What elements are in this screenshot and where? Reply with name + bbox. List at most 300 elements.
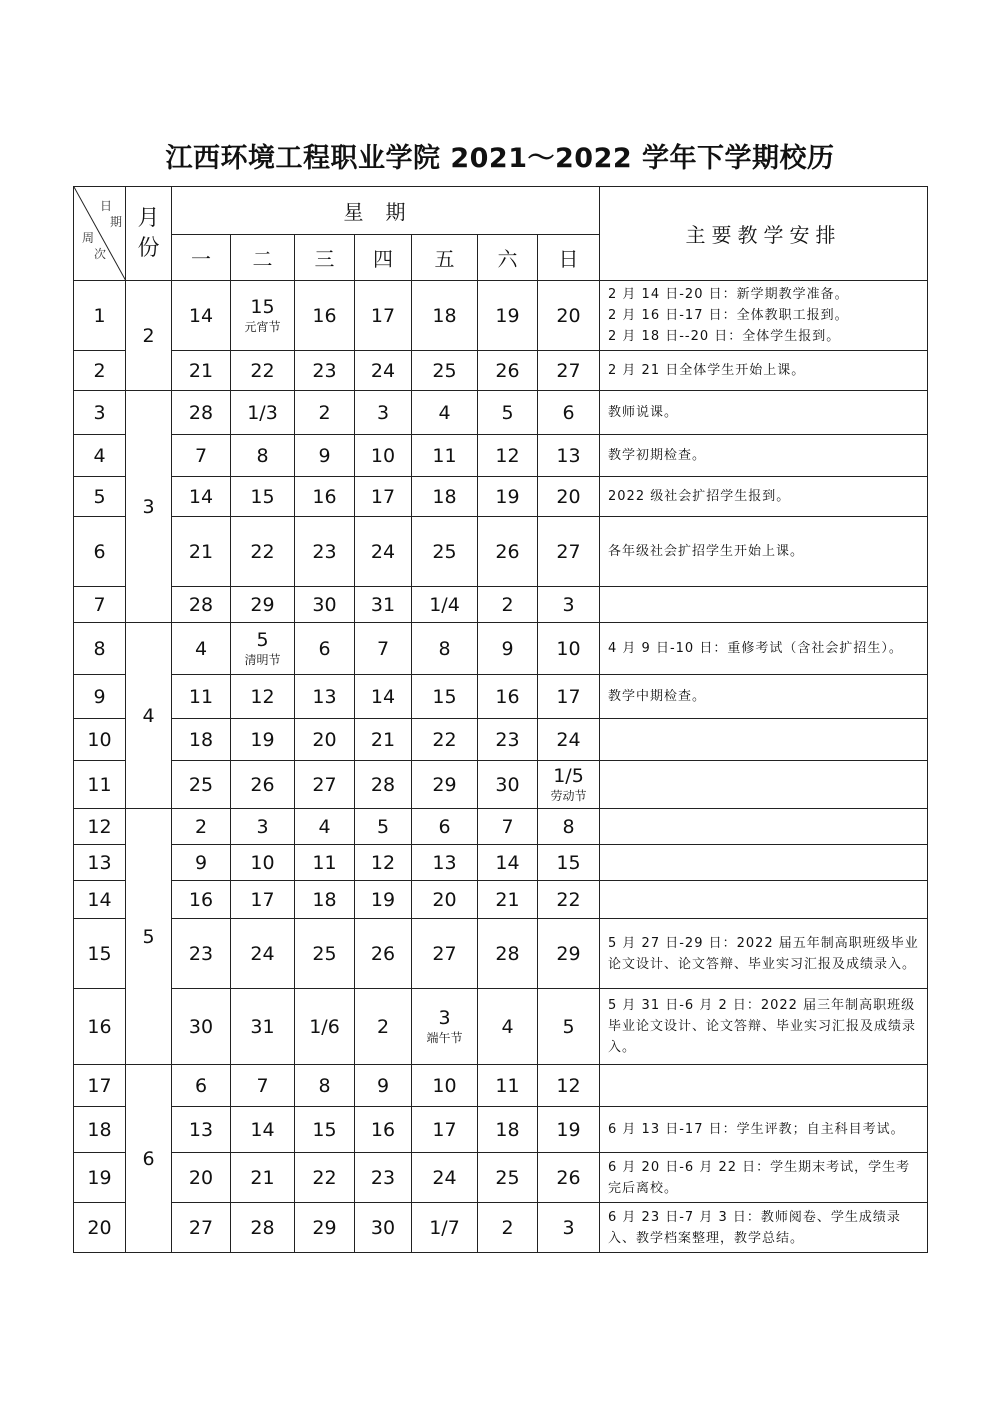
day-cell	[172, 623, 231, 675]
day-number: 21	[495, 888, 520, 911]
week-row	[74, 435, 928, 477]
day-number: 22	[312, 1166, 337, 1189]
week-row	[74, 351, 928, 391]
arrangement-line: 2 月 16 日-17 日：全体教职工报到。	[608, 308, 849, 323]
arrangement-line: 6 月 23 日-7 月 3 日：教师阅卷、学生成绩录入、教学档案整理，教学总结。	[608, 1209, 901, 1246]
day-cell	[355, 1107, 412, 1153]
week-row	[74, 845, 928, 881]
day-cell	[172, 761, 231, 809]
day-cell	[538, 1203, 600, 1253]
page-title: 江西环境工程职业学院 2021～2022 学年下学期校历	[165, 143, 835, 174]
arrangement-line: 教师说课。	[608, 405, 679, 420]
day-number: 20	[556, 304, 581, 327]
day-cell	[412, 1203, 478, 1253]
day-number: 27	[556, 540, 581, 563]
day-cell	[478, 1065, 538, 1107]
day-number: 1/7	[429, 1216, 460, 1239]
day-number: 15	[250, 485, 275, 508]
day-cell	[355, 989, 412, 1065]
day-cell	[412, 1065, 478, 1107]
day-number: 3	[376, 401, 390, 424]
day-number: 3	[256, 815, 269, 838]
day-number: 25	[432, 359, 457, 382]
day-number: 26	[495, 359, 520, 382]
day-cell	[231, 809, 295, 845]
day-number: 11	[312, 851, 337, 874]
day-cell	[231, 1107, 295, 1153]
day-number: 29	[312, 1216, 337, 1239]
day-cell	[355, 391, 412, 435]
week-row	[74, 881, 928, 919]
day-cell	[355, 675, 412, 719]
day-number: 10	[432, 1074, 457, 1097]
week-row	[74, 477, 928, 517]
week-number: 8	[74, 623, 126, 675]
day-number: 18	[432, 304, 457, 327]
day-number: 12	[495, 444, 520, 467]
day-number: 14	[188, 485, 214, 508]
day-cell	[295, 1203, 355, 1253]
day-number: 28	[495, 942, 520, 965]
teaching-arrangement	[600, 477, 928, 517]
week-number: 13	[74, 845, 126, 881]
day-number: 17	[250, 888, 275, 911]
day-cell	[172, 675, 231, 719]
day-number: 28	[370, 773, 396, 796]
day-cell	[295, 1107, 355, 1153]
day-cell	[231, 391, 295, 435]
week-row	[74, 919, 928, 989]
day-cell	[412, 281, 478, 351]
teaching-arrangement	[600, 845, 928, 881]
day-number: 30	[370, 1216, 396, 1239]
day-number: 18	[312, 888, 337, 911]
day-number: 25	[495, 1166, 520, 1189]
week-row	[74, 719, 928, 761]
holiday-label: 端午节	[426, 1030, 463, 1045]
day-cell	[412, 391, 478, 435]
day-cell	[538, 919, 600, 989]
week-row	[74, 989, 928, 1065]
day-cell	[295, 989, 355, 1065]
day-number: 1/5	[553, 764, 584, 787]
day-cell	[412, 1153, 478, 1203]
week-number: 2	[74, 351, 126, 391]
day-cell	[538, 719, 600, 761]
day-cell	[412, 919, 478, 989]
arrangement-line: 教学中期检查。	[608, 689, 707, 704]
arrangement-line: 6 月 20 日-6 月 22 日：学生期末考试，学生考完后离校。	[608, 1159, 911, 1196]
day-number: 30	[495, 773, 520, 796]
day-number: 1/6	[309, 1015, 340, 1038]
day-number: 17	[370, 485, 396, 508]
teaching-arrangement	[600, 517, 928, 587]
day-cell	[412, 477, 478, 517]
day-number: 14	[188, 304, 214, 327]
day-cell	[412, 719, 478, 761]
corner-diagonal-header	[74, 187, 126, 281]
day-number: 21	[250, 1166, 275, 1189]
day-cell	[231, 1065, 295, 1107]
day-cell	[172, 881, 231, 919]
day-cell	[172, 1153, 231, 1203]
day-number: 24	[432, 1166, 457, 1189]
day-cell	[355, 351, 412, 391]
day-number: 2	[318, 401, 331, 424]
weekday-header: 三	[295, 235, 355, 281]
week-number: 5	[74, 477, 126, 517]
day-cell	[478, 881, 538, 919]
day-cell	[231, 719, 295, 761]
day-number: 17	[556, 685, 581, 708]
day-cell	[231, 517, 295, 587]
day-number: 19	[495, 304, 520, 327]
day-cell	[355, 1153, 412, 1203]
day-number: 12	[556, 1074, 581, 1097]
arrangement-line: 教学初期检查。	[608, 448, 707, 463]
day-cell	[355, 281, 412, 351]
day-number: 14	[250, 1118, 275, 1141]
day-number: 22	[250, 540, 275, 563]
day-cell	[538, 881, 600, 919]
day-number: 8	[562, 815, 575, 838]
day-cell	[355, 517, 412, 587]
day-number: 17	[432, 1118, 457, 1141]
day-number: 5	[562, 1015, 575, 1038]
day-number: 29	[556, 942, 581, 965]
day-number: 28	[250, 1216, 275, 1239]
day-cell	[538, 587, 600, 623]
day-cell	[478, 477, 538, 517]
day-number: 20	[188, 1166, 214, 1189]
day-cell	[172, 351, 231, 391]
day-number: 14	[370, 685, 396, 708]
day-number: 2	[501, 593, 514, 616]
month-header-char1: 月	[137, 205, 160, 231]
day-cell	[538, 675, 600, 719]
day-cell	[295, 281, 355, 351]
day-number: 24	[370, 540, 396, 563]
weekday-header: 日	[538, 235, 600, 281]
teaching-arrangement	[600, 1203, 928, 1253]
day-cell	[295, 919, 355, 989]
day-number: 25	[188, 773, 214, 796]
day-number: 23	[188, 942, 214, 965]
day-number: 20	[556, 485, 581, 508]
day-number: 9	[194, 851, 208, 874]
day-cell	[172, 281, 231, 351]
day-number: 2	[376, 1015, 390, 1038]
day-number: 15	[250, 295, 275, 318]
day-number: 15	[312, 1118, 337, 1141]
arrangement-line: 2 月 21 日全体学生开始上课。	[608, 363, 806, 378]
teaching-arrangement	[600, 351, 928, 391]
day-cell	[355, 1203, 412, 1253]
day-number: 17	[370, 304, 396, 327]
day-number: 13	[188, 1118, 214, 1141]
teaching-arrangement	[600, 587, 928, 623]
day-number: 4	[501, 1015, 514, 1038]
day-cell	[355, 881, 412, 919]
week-row	[74, 761, 928, 809]
day-cell	[295, 809, 355, 845]
week-header: 星期	[172, 187, 600, 235]
day-cell	[412, 989, 478, 1065]
day-number: 23	[495, 728, 520, 751]
week-row	[74, 391, 928, 435]
day-number: 28	[188, 593, 214, 616]
day-cell	[172, 587, 231, 623]
day-number: 2	[194, 815, 208, 838]
day-number: 10	[370, 444, 396, 467]
weekday-header: 一	[172, 235, 231, 281]
day-cell	[295, 477, 355, 517]
day-number: 4	[438, 401, 451, 424]
day-cell	[295, 761, 355, 809]
day-cell	[412, 587, 478, 623]
holiday-label: 劳动节	[550, 788, 587, 803]
day-cell	[295, 623, 355, 675]
arrangement-line: 5 月 27 日-29 日：2022 届五年制高职班级毕业论文设计、论文答辩、毕业实习汇报及成绩录入。	[608, 935, 919, 972]
day-cell	[538, 435, 600, 477]
day-number: 16	[312, 485, 337, 508]
day-number: 16	[188, 888, 214, 911]
day-cell	[412, 675, 478, 719]
teaching-arrangement	[600, 675, 928, 719]
day-number: 3	[438, 1006, 451, 1029]
day-cell	[412, 435, 478, 477]
day-number: 13	[312, 685, 337, 708]
day-cell	[538, 809, 600, 845]
day-cell	[412, 881, 478, 919]
day-cell	[478, 351, 538, 391]
day-cell	[231, 1203, 295, 1253]
day-number: 26	[370, 942, 396, 965]
day-cell	[231, 1153, 295, 1203]
day-cell	[172, 1107, 231, 1153]
day-cell	[538, 1065, 600, 1107]
school-calendar-table	[73, 186, 928, 1253]
day-number: 19	[250, 728, 275, 751]
day-cell	[295, 675, 355, 719]
day-cell	[231, 845, 295, 881]
day-number: 4	[318, 815, 331, 838]
week-row	[74, 675, 928, 719]
day-number: 13	[432, 851, 457, 874]
day-cell	[231, 675, 295, 719]
day-number: 15	[432, 685, 457, 708]
day-cell	[231, 919, 295, 989]
day-number: 23	[312, 359, 337, 382]
week-number: 20	[74, 1203, 126, 1253]
day-number: 9	[318, 444, 331, 467]
day-cell	[295, 845, 355, 881]
day-number: 19	[370, 888, 396, 911]
day-cell	[355, 623, 412, 675]
day-cell	[412, 1107, 478, 1153]
day-cell	[412, 761, 478, 809]
day-cell	[478, 675, 538, 719]
day-cell	[172, 477, 231, 517]
day-cell	[172, 391, 231, 435]
day-number: 2	[501, 1216, 514, 1239]
week-number: 17	[74, 1065, 126, 1107]
day-number: 4	[194, 637, 208, 660]
day-number: 20	[312, 728, 337, 751]
week-number: 1	[74, 281, 126, 351]
day-cell	[478, 435, 538, 477]
day-cell	[355, 477, 412, 517]
day-number: 31	[250, 1015, 275, 1038]
day-cell	[478, 281, 538, 351]
week-row	[74, 587, 928, 623]
day-cell	[231, 435, 295, 477]
month-cell: 4	[126, 623, 172, 809]
day-number: 8	[318, 1074, 331, 1097]
arrangement-line: 6 月 13 日-17 日：学生评教；自主科目考试。	[608, 1122, 905, 1137]
week-number: 14	[74, 881, 126, 919]
day-number: 23	[312, 540, 337, 563]
month-header-char2: 份	[137, 235, 160, 261]
day-cell	[355, 1065, 412, 1107]
day-cell	[172, 919, 231, 989]
week-number: 16	[74, 989, 126, 1065]
day-cell	[172, 435, 231, 477]
day-cell	[412, 809, 478, 845]
month-cell: 6	[126, 1065, 172, 1253]
teaching-arrangement	[600, 881, 928, 919]
teaching-arrangement	[600, 391, 928, 435]
month-cell: 5	[126, 809, 172, 1065]
day-number: 9	[501, 637, 514, 660]
day-number: 19	[556, 1118, 581, 1141]
day-cell	[478, 719, 538, 761]
day-number: 25	[312, 942, 337, 965]
day-number: 22	[250, 359, 275, 382]
day-cell	[231, 281, 295, 351]
day-cell	[478, 761, 538, 809]
week-number: 6	[74, 517, 126, 587]
day-number: 11	[495, 1074, 520, 1097]
day-number: 18	[495, 1118, 520, 1141]
day-cell	[478, 1107, 538, 1153]
day-number: 16	[370, 1118, 396, 1141]
day-number: 8	[438, 637, 451, 660]
day-number: 12	[250, 685, 275, 708]
day-cell	[231, 881, 295, 919]
day-number: 3	[562, 593, 575, 616]
day-cell	[478, 809, 538, 845]
day-cell	[538, 623, 600, 675]
day-cell	[231, 477, 295, 517]
week-number: 15	[74, 919, 126, 989]
day-number: 5	[501, 401, 514, 424]
day-cell	[355, 435, 412, 477]
weekday-header: 五	[412, 235, 478, 281]
day-number: 6	[194, 1074, 208, 1097]
arrangement-line: 2 月 14 日-20 日：新学期教学准备。	[608, 287, 849, 302]
day-number: 26	[250, 773, 275, 796]
day-number: 1/4	[429, 593, 460, 616]
day-number: 26	[556, 1166, 581, 1189]
day-number: 28	[188, 401, 214, 424]
teaching-arrangement	[600, 1153, 928, 1203]
arrangement-line: 2 月 18 日--20 日：全体学生报到。	[608, 329, 841, 344]
day-number: 19	[495, 485, 520, 508]
week-row	[74, 809, 928, 845]
week-number: 7	[74, 587, 126, 623]
plan-header: 主要教学安排	[600, 187, 928, 281]
day-cell	[478, 989, 538, 1065]
week-number: 10	[74, 719, 126, 761]
day-cell	[478, 587, 538, 623]
day-cell	[538, 1153, 600, 1203]
day-number: 31	[370, 593, 396, 616]
day-number: 3	[562, 1216, 575, 1239]
holiday-label: 元宵节	[244, 319, 281, 334]
day-number: 8	[256, 444, 269, 467]
day-cell	[355, 587, 412, 623]
teaching-arrangement	[600, 989, 928, 1065]
day-number: 11	[188, 685, 214, 708]
week-number: 19	[74, 1153, 126, 1203]
day-number: 10	[556, 637, 581, 660]
day-number: 21	[188, 359, 214, 382]
day-cell	[478, 919, 538, 989]
day-cell	[538, 517, 600, 587]
day-number: 7	[256, 1074, 269, 1097]
week-number: 3	[74, 391, 126, 435]
week-row	[74, 1203, 928, 1253]
day-cell	[295, 391, 355, 435]
day-number: 13	[556, 444, 581, 467]
day-cell	[231, 623, 295, 675]
day-number: 7	[194, 444, 208, 467]
day-cell	[295, 587, 355, 623]
day-cell	[231, 351, 295, 391]
day-cell	[295, 1153, 355, 1203]
month-header	[126, 187, 172, 281]
day-number: 24	[370, 359, 396, 382]
teaching-arrangement	[600, 761, 928, 809]
day-cell	[538, 761, 600, 809]
day-number: 26	[495, 540, 520, 563]
day-cell	[538, 1107, 600, 1153]
day-number: 23	[370, 1166, 396, 1189]
teaching-arrangement	[600, 435, 928, 477]
day-cell	[172, 845, 231, 881]
day-number: 27	[432, 942, 457, 965]
day-cell	[172, 1065, 231, 1107]
month-cell: 3	[126, 391, 172, 623]
day-cell	[355, 719, 412, 761]
day-number: 12	[370, 851, 396, 874]
day-number: 21	[370, 728, 396, 751]
day-cell	[295, 881, 355, 919]
day-cell	[538, 351, 600, 391]
week-number: 9	[74, 675, 126, 719]
day-cell	[295, 435, 355, 477]
teaching-arrangement	[600, 1107, 928, 1153]
day-number: 30	[188, 1015, 214, 1038]
day-number: 14	[495, 851, 520, 874]
week-row	[74, 1065, 928, 1107]
day-cell	[538, 845, 600, 881]
day-number: 21	[188, 540, 214, 563]
day-cell	[538, 989, 600, 1065]
day-cell	[538, 391, 600, 435]
week-row	[74, 517, 928, 587]
